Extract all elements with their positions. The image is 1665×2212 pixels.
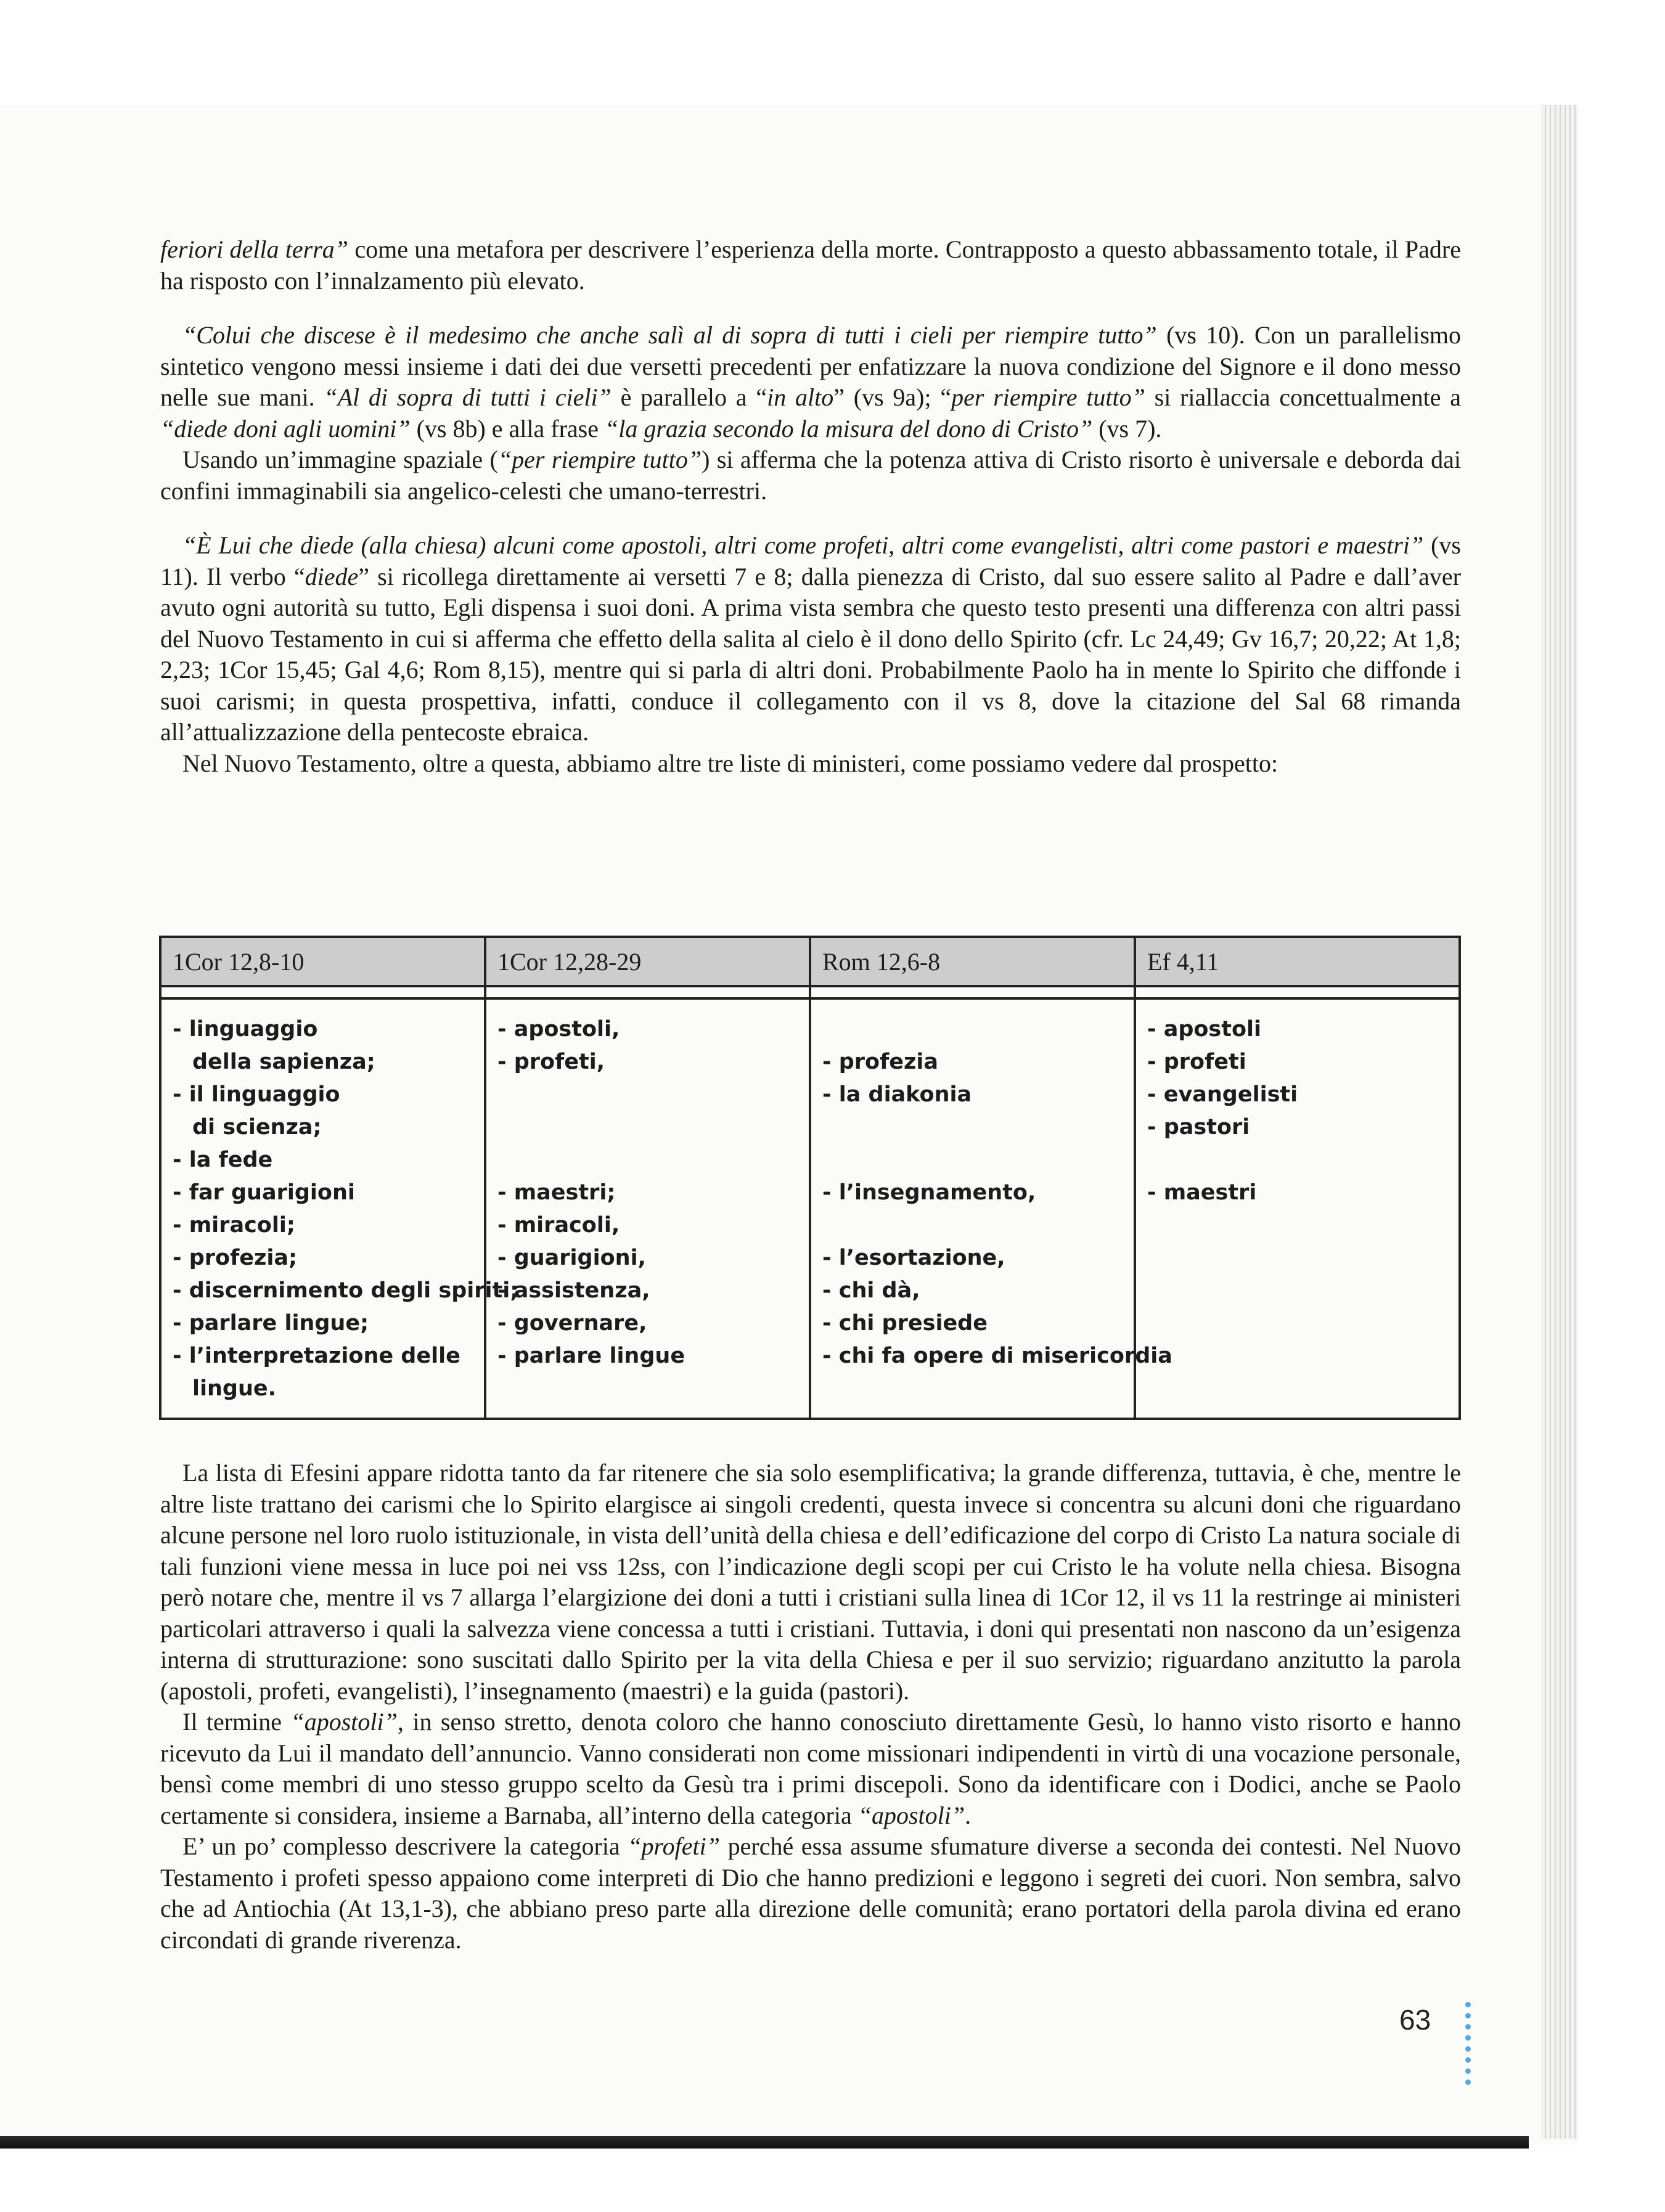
header-1cor-12-28: 1Cor 12,28-29	[485, 937, 810, 986]
italic-quote: “la grazia secondo la misura del dono di Cristo”	[605, 414, 1093, 443]
header-ef-4-11: Ef 4,11	[1135, 937, 1460, 986]
paragraph-5	[160, 748, 1461, 780]
list-item: - governare,	[497, 1311, 647, 1336]
empty-line	[822, 1209, 1123, 1242]
list-item: della sapienza;	[192, 1050, 375, 1074]
column-1cor-12-8	[160, 998, 519, 1419]
list-item: - la fede	[173, 1148, 273, 1172]
table-body-row	[160, 998, 1460, 1419]
column-rom-12-6	[810, 998, 1172, 1419]
text-run: ” (vs 9a); “	[833, 383, 952, 411]
italic-quote: feriori della terra”	[160, 235, 349, 263]
list-item: di scienza;	[192, 1115, 322, 1140]
list-item: - parlare lingue;	[173, 1311, 369, 1336]
paragraph-4	[160, 530, 1461, 748]
italic-quote: “apostoli”	[857, 1801, 965, 1829]
empty-line	[1147, 1144, 1447, 1177]
text-run: ” si ricollega direttamente ai versetti 7 e 8; dalla pienezza di Cristo, dal suo essere salito al Padre e dall’aver avuto ogni autorità su tutto, Egli dispensa i suoi doni. A prima vista sembra che questo testo presenti una differenza con altri passi del Nuovo Testamento in cui si afferma che effetto della salita al cielo è il dono dello Spirito (cfr. Lc 24,49; Gv 16,7; 20,22; At 1,8; 2,23; 1Cor 15,45; Gal 4,6; Rom 8,15), mentre qui si parla di altri doni. Probabilmente Paolo ha in mente lo Spirito che diffonde i suoi carismi; in questa prospettiva, infatti, conduce il collegamento con il vs 8, dove la citazione del Sal 68 rimanda all’attualizzazione della pentecoste ebraica.	[160, 562, 1461, 746]
list-item: - assistenza,	[497, 1278, 650, 1303]
italic-quote: in alto	[767, 383, 834, 411]
ministry-lists-table	[159, 936, 1461, 1420]
list-item: - maestri;	[497, 1180, 616, 1205]
text-run: Nel Nuovo Testamento, oltre a questa, abbiamo altre tre liste di ministeri, come possiamo vedere dal prospetto:	[182, 749, 1278, 777]
list-item: - l’esortazione,	[822, 1246, 1005, 1270]
text-run: .	[965, 1801, 972, 1829]
text-run: come una metafora per descrivere l’esperienza della morte. Contrapposto a questo abbassamento totale, il Padre ha risposto con l’innalzamento più elevato.	[160, 235, 1461, 295]
empty-line	[497, 1079, 798, 1111]
paragraph-6	[160, 1458, 1461, 1707]
italic-quote: “profeti”	[628, 1832, 720, 1860]
list-item: - evangelisti	[1147, 1082, 1298, 1107]
text-run: Usando un’immagine spaziale (	[182, 446, 498, 473]
list-item: - l’insegnamento,	[822, 1180, 1036, 1205]
text-run: perché essa assume sfumature diverse a seconda dei contesti. Nel Nuovo Testamento i profeti spesso appaiono come interpreti di Dio che hanno predizioni e leggono i segreti dei cuori. Non sembra, salvo che ad Antiochia (At 13,1-3), che abbiano preso parte alla direzione delle comunità; erano portatori della parola divina ed erano circondati di grande riverenza.	[160, 1832, 1461, 1954]
text-run: (vs 11). Il verbo “	[160, 531, 1461, 590]
list-item: - miracoli;	[173, 1213, 295, 1238]
body-text-bottom	[160, 1458, 1461, 1956]
page-edges	[1541, 105, 1578, 2139]
header-rom-12-6: Rom 12,6-8	[810, 937, 1135, 986]
italic-quote: “Colui che discese è il medesimo che anche salì al di sopra di tutti i cieli per riempire tutto”	[182, 321, 1157, 349]
text-run: si riallaccia concettualmente a	[1145, 383, 1462, 411]
header-1cor-12-8: 1Cor 12,8-10	[160, 937, 485, 986]
italic-quote: “È Lui che diede (alla chiesa) alcuni come apostoli, altri come profeti, altri come evangelisti, altri come pastori e maestri”	[182, 531, 1424, 559]
list-item: - chi fa opere di misericordia	[822, 1344, 1172, 1368]
empty-line	[822, 1013, 1123, 1046]
text-run: La lista di Efesini appare ridotta tanto da far ritenere che sia solo esemplificativa; la grande differenza, tuttavia, è che, mentre le altre liste trattano dei carismi che lo Spirito elargisce ai singoli credenti, questa invece si concentra su alcuni doni che riguardano alcune persone nel loro ruolo istituzionale, in vista dell’unità della chiesa e dell’edificazione del corpo di Cristo La natura sociale di tali funzioni viene messa in luce poi nei vss 12ss, con l’indicazione degli scopi per cui Cristo le ha volute nella chiesa. Bisogna però notare che, mentre il vs 7 allarga l’elargizione dei doni a tutti i cristiani sulla linea di 1Cor 12, il vs 11 la restringe ai ministeri particolari attraverso i quali la salvezza viene concessa a tutti i cristiani. Tuttavia, i doni qui presentati non nascono da un’esigenza interna di strutturazione: sono suscitati dallo Spirito per la vita della Chiesa e per il suo servizio; riguardano anzitutto la parola (apostoli, profeti, evangelisti), l’insegnamento (maestri) e la guida (pastori).	[160, 1459, 1461, 1705]
list-item: - la diakonia	[822, 1082, 972, 1107]
list-item: lingue.	[192, 1376, 276, 1401]
list-item: - profezia;	[173, 1246, 298, 1270]
italic-quote: “per riempire tutto”	[497, 446, 702, 473]
column-ef-4-11	[1135, 998, 1460, 1419]
text-run: (vs 7).	[1092, 414, 1162, 443]
list-item: - profeti,	[497, 1050, 605, 1074]
italic-quote: “apostoli”	[290, 1708, 398, 1736]
text-run: è parallelo a “	[611, 383, 767, 411]
book-cover-edge	[0, 2136, 1529, 2149]
column-1cor-12-28	[485, 998, 810, 1419]
empty-line	[822, 1144, 1123, 1177]
dot-ornament-icon	[1465, 2002, 1473, 2091]
paragraph-3	[160, 444, 1461, 507]
text-run: (vs 10). Con un parallelismo sintetico vengono messi insieme i dati dei due versetti precedenti per enfatizzare la nuova condizione del Signore e il dono messo nelle sue mani.	[160, 321, 1461, 411]
list-item: - profezia	[822, 1050, 939, 1074]
italic-quote: “Al di sopra di tutti i cieli”	[324, 383, 612, 411]
list-item: - maestri	[1147, 1180, 1257, 1205]
list-item: - apostoli	[1147, 1017, 1262, 1042]
paragraph-8	[160, 1831, 1461, 1956]
page-number: 63	[1399, 2004, 1431, 2036]
list-item: - il linguaggio	[173, 1082, 340, 1107]
list-item: - apostoli,	[497, 1017, 620, 1042]
italic-quote: diede	[305, 562, 359, 590]
list-item: - l’interpretazione delle	[173, 1344, 460, 1368]
list-item: - miracoli,	[497, 1213, 620, 1238]
empty-line	[822, 1111, 1123, 1144]
list-item: - chi dà,	[822, 1278, 920, 1303]
paragraph-1	[160, 234, 1461, 296]
list-item: - profeti	[1147, 1050, 1246, 1074]
empty-line	[497, 1111, 798, 1144]
list-item: - guarigioni,	[497, 1246, 646, 1270]
list-item: - chi presiede	[822, 1311, 988, 1336]
list-item: - far guarigioni	[173, 1180, 355, 1205]
paragraph-2	[160, 320, 1461, 444]
list-item: - parlare lingue	[497, 1344, 685, 1368]
list-item: - discernimento degli spiriti;	[173, 1278, 519, 1303]
list-item: - pastori	[1147, 1115, 1250, 1140]
text-run: ) si afferma che la potenza attiva di Cristo risorto è universale e deborda dai confini immaginabili sia angelico-celesti che umano-terrestri.	[160, 446, 1461, 505]
text-run: (vs 8b) e alla frase	[410, 414, 605, 443]
text-run: Il termine	[182, 1708, 291, 1736]
paragraph-7	[160, 1707, 1461, 1831]
italic-quote: per riempire tutto”	[951, 383, 1145, 411]
list-item: - linguaggio	[173, 1017, 318, 1042]
text-run: E’ un po’ complesso descrivere la categoria	[182, 1832, 628, 1860]
italic-quote: “diede doni agli uomini”	[160, 414, 411, 443]
table-header-row	[160, 937, 1460, 986]
text-run: , in senso stretto, denota coloro che hanno conosciuto direttamente Gesù, lo hanno visto risorto e hanno ricevuto da Lui il mandato dell’annuncio. Vanno considerati non come missionari indipendenti in virtù di una vocazione personale, bensì come membri di uno stesso gruppo scelto da Gesù tra i primi discepoli. Sono da identificare con i Dodici, anche se Paolo certamente si considera, insieme a Barnaba, all’interno della categoria	[160, 1708, 1461, 1829]
body-text-top	[160, 234, 1461, 779]
empty-line	[497, 1144, 798, 1177]
